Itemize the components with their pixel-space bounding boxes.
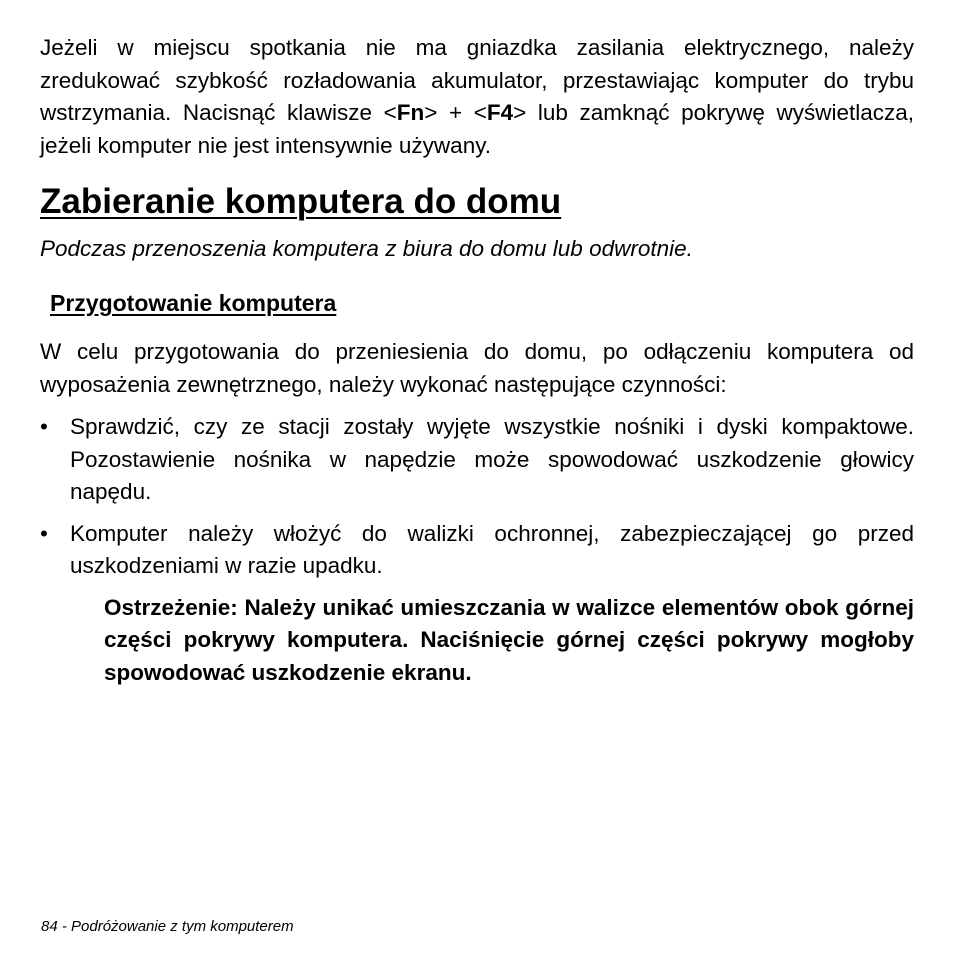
- list-item: [40, 411, 914, 509]
- bullet-text: Komputer należy włożyć do walizki ochronnej, zabezpieczającej go przed uszkodzeniami w razie upadku.: [70, 520, 914, 578]
- intro-text-part3: > lub zamknąć pokrywę wyświetlacza, jeżeli komputer nie jest intensywnie używany.: [40, 100, 915, 158]
- list-item: [40, 518, 914, 583]
- subsection-intro: W celu przygotowania do przeniesienia do domu, po odłączeniu komputera od wyposażenia zewnętrznego, należy wykonać następujące czynności:: [40, 339, 914, 397]
- bullet-list: [40, 411, 914, 583]
- section-subtitle: Podczas przenoszenia komputera z biura do domu lub odwrotnie.: [40, 236, 693, 261]
- intro-paragraph: [40, 32, 914, 162]
- page-footer: 84 - Podróżowanie z tym komputerem: [41, 918, 294, 935]
- subsection-heading: Przygotowanie komputera: [50, 290, 337, 316]
- section-title: Zabieranie komputera do domu: [40, 182, 562, 221]
- document-page: [40, 32, 914, 689]
- intro-text-part1: Jeżeli w miejscu spotkania nie ma gniazdka zasilania elektrycznego, należy zredukować szybkość rozładowania akumulator, przestawiając komputer do trybu wstrzymania. Nacisnąć klawisze <: [40, 35, 914, 125]
- f4-key-label: F4: [486, 100, 514, 125]
- bullet-marker: •: [40, 520, 48, 546]
- intro-text-part2: > + <: [424, 100, 487, 125]
- bullet-marker: •: [40, 414, 48, 439]
- bullet-text: Sprawdzić, czy ze stacji zostały wyjęte wszystkie nośniki i dyski kompaktowe. Pozostawienie nośnika w napędzie może spowodować uszkodzenie głowicy napędu.: [70, 414, 914, 504]
- fn-key-label: Fn: [396, 100, 425, 125]
- warning-note: Ostrzeżenie: Należy unikać umieszczania w walizce elementów obok górnej części pokrywy komputera. Naciśnięcie górnej części pokrywy mogłoby spowodować uszkodzenie ekranu.: [104, 594, 914, 685]
